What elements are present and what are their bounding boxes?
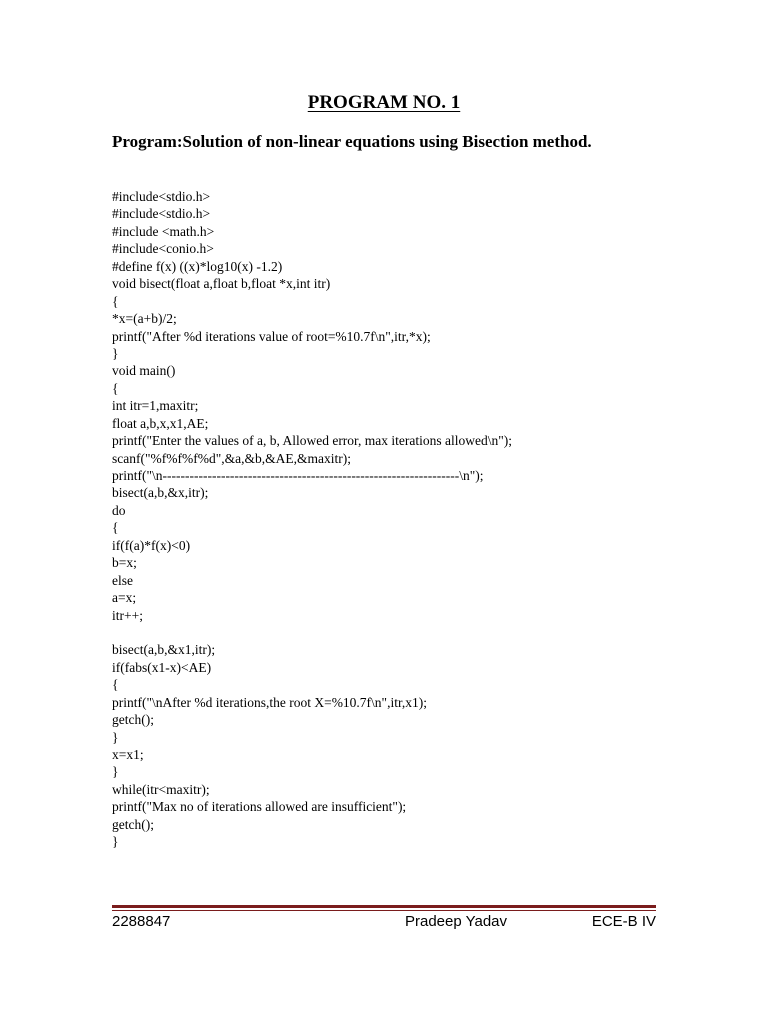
code-line: printf("\nAfter %d iterations,the root X=%10.7f\n",itr,x1); xyxy=(112,694,428,710)
code-line: void bisect(float a,float b,float *x,int itr) xyxy=(112,276,331,292)
code-line: } xyxy=(112,834,119,850)
code-line: { xyxy=(112,677,119,693)
code-line: #include<stdio.h> xyxy=(112,206,211,222)
code-line: void main() xyxy=(112,363,176,379)
code-line: int itr=1,maxitr; xyxy=(112,398,199,414)
code-line: printf("Max no of iterations allowed are insufficient"); xyxy=(112,799,407,815)
code-line: } xyxy=(112,345,119,361)
code-line: *x=(a+b)/2; xyxy=(112,311,177,327)
code-line: x=x1; xyxy=(112,747,144,762)
code-line: a=x; xyxy=(112,590,137,606)
code-line: b=x; xyxy=(112,555,137,571)
footer-rule-thin xyxy=(112,910,656,911)
code-line: if(fabs(x1-x)<AE) xyxy=(112,659,212,675)
code-line: { xyxy=(112,520,119,536)
code-line: printf("\n------------------------------------------------------------------\n"); xyxy=(112,468,484,483)
code-line: if(f(a)*f(x)<0) xyxy=(112,537,191,553)
code-line: #define f(x) ((x)*log10(x) -1.2) xyxy=(112,258,283,274)
code-line: } xyxy=(112,729,119,745)
code-line: getch(); xyxy=(112,816,154,832)
footer-author: Pradeep Yadav xyxy=(405,913,508,930)
footer-class: ECE-B IV xyxy=(591,913,656,930)
code-line: else xyxy=(112,572,133,588)
code-line: { xyxy=(112,380,119,396)
code-line: float a,b,x,x1,AE; xyxy=(112,415,209,431)
code-line: #include <math.h> xyxy=(112,223,215,239)
footer-rule-thick xyxy=(112,905,656,908)
code-line: #include<stdio.h> xyxy=(112,189,211,204)
code-line: #include<conio.h> xyxy=(112,241,214,257)
code-line: bisect(a,b,&x1,itr); xyxy=(112,642,216,658)
program-heading: Program:Solution of non-linear equations using Bisection method. xyxy=(112,132,592,151)
code-line: } xyxy=(112,764,119,780)
code-line: getch(); xyxy=(112,712,154,728)
code-line: itr++; xyxy=(112,607,143,623)
code-line: while(itr<maxitr); xyxy=(112,781,210,797)
code-line xyxy=(112,624,512,641)
code-line: printf("After %d iterations value of root=%10.7f\n",itr,*x); xyxy=(112,328,431,344)
code-line: printf("Enter the values of a, b, Allowed error, max iterations allowed\n"); xyxy=(112,433,512,449)
code-line: scanf("%f%f%f%d",&a,&b,&AE,&maxitr); xyxy=(112,450,351,466)
code-line: bisect(a,b,&x,itr); xyxy=(112,485,209,501)
code-line: do xyxy=(112,502,126,518)
code-line: { xyxy=(112,293,119,309)
code-block xyxy=(112,188,512,851)
page-title: PROGRAM NO. 1 xyxy=(307,92,461,113)
footer-roll-number: 2288847 xyxy=(112,913,171,930)
